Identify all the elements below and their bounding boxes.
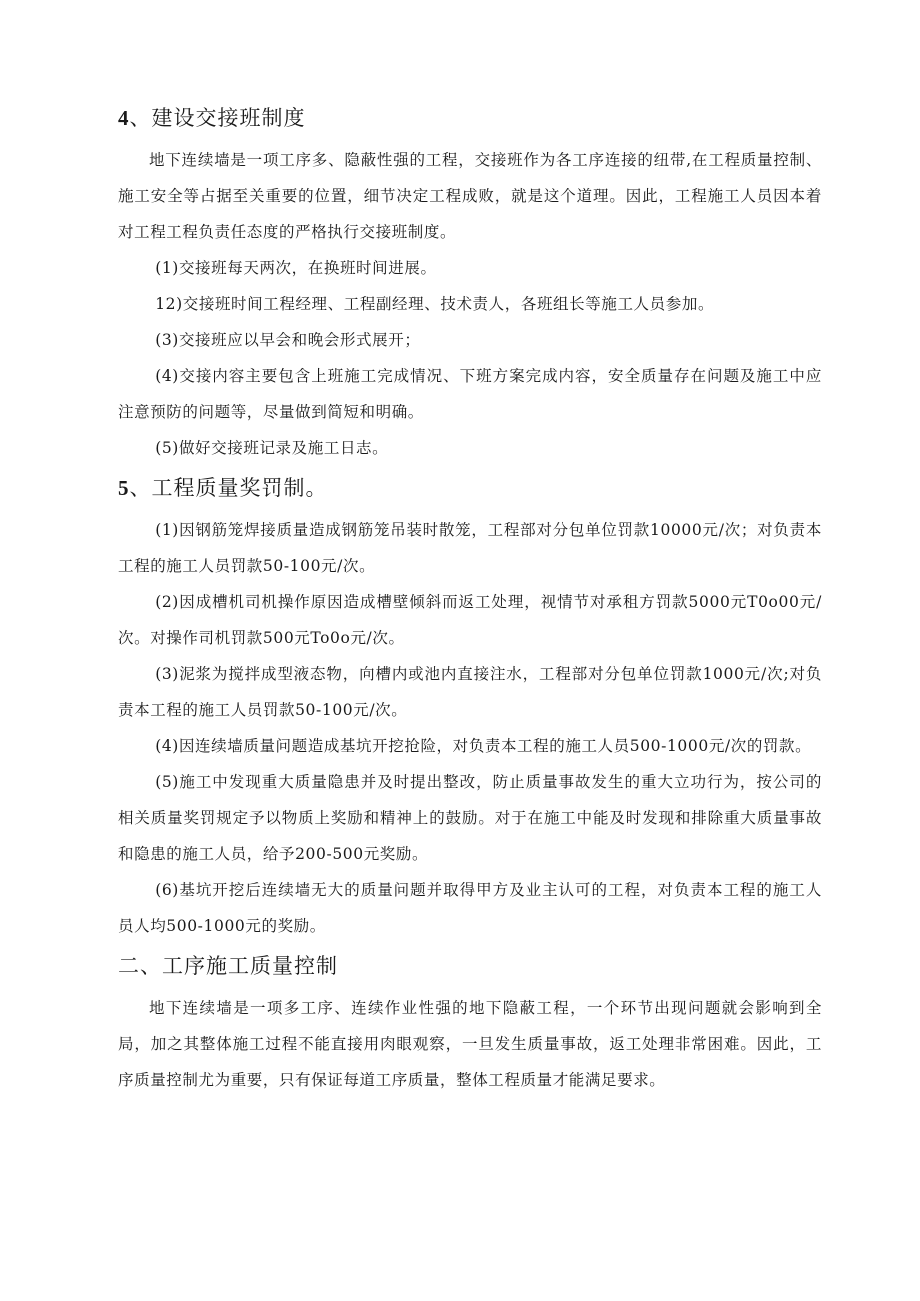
section-2-intro: 地下连续墙是一项多工序、连续作业性强的地下隐蔽工程，一个环节出现问题就会影响到全局，加之其整体施工过程不能直接用肉眼观察，一旦发生质量事故，返工处理非常困难。因此，工序质量控制尤为重要，只有保证每道工序质量，整体工程质量才能满足要求。 — [118, 999, 822, 1089]
section-5-item: (2)因成槽机司机操作原因造成槽壁倾斜而返工处理，视情节对承租方罚款5000元T0o00元/次。对操作司机罚款500元To0o元/次。 — [118, 593, 822, 647]
section-4-item: (4)交接内容主要包含上班施工完成情况、下班方案完成内容，安全质量存在问题及施工中应注意预防的问题等，尽量做到简短和明确。 — [118, 367, 822, 421]
section-4-item: (3)交接班应以早会和晚会形式展开； — [155, 331, 421, 349]
section-2-heading: 二、工序施工质量控制 — [118, 954, 338, 978]
section-5-number: 5 — [118, 476, 130, 500]
section-4-item: (5)做好交接班记录及施工日志。 — [155, 439, 389, 457]
section-5-item: (4)因连续墙质量问题造成基坑开挖抢险，对负责本工程的施工人员500-1000元/次的罚款。 — [155, 737, 812, 755]
section-4-number: 4 — [118, 106, 130, 130]
section-5-item: (6)基坑开挖后连续墙无大的质量问题并取得甲方及业主认可的工程，对负责本工程的施工人员人均500-1000元的奖励。 — [118, 881, 822, 935]
document-page — [118, 100, 822, 1098]
section-4-item: 12)交接班时间工程经理、工程副经理、技术责人，各班组长等施工人员参加。 — [155, 295, 715, 313]
section-4-heading — [118, 100, 822, 136]
section-5-heading — [118, 470, 822, 506]
section-5-item: (1)因钢筋笼焊接质量造成钢筋笼吊装时散笼，工程部对分包单位罚款10000元/次；对负责本工程的施工人员罚款50-100元/次。 — [118, 521, 822, 575]
section-4-title: 、建设交接班制度 — [129, 106, 306, 130]
section-5-title: 、工程质量奖罚制。 — [129, 476, 328, 500]
section-5-item: (3)泥浆为搅拌成型液态物，向槽内或池内直接注水，工程部对分包单位罚款1000元/次;对负责本工程的施工人员罚款50-100元/次。 — [118, 665, 822, 719]
section-4-intro: 地下连续墙是一项工序多、隐蔽性强的工程，交接班作为各工序连接的纽带,在工程质量控制、施工安全等占据至关重要的位置，细节决定工程成败，就是这个道理。因此，工程施工人员因本着对工程工程负责任态度的严格执行交接班制度。 — [118, 151, 822, 241]
section-5-item: (5)施工中发现重大质量隐患并及时提出整改，防止质量事故发生的重大立功行为，按公司的相关质量奖罚规定予以物质上奖励和精神上的鼓励。对于在施工中能及时发现和排除重大质量事故和隐患的施工人员，给予200-500元奖励。 — [118, 773, 822, 863]
section-4-item: (1)交接班每天两次，在换班时间进展。 — [155, 259, 437, 277]
